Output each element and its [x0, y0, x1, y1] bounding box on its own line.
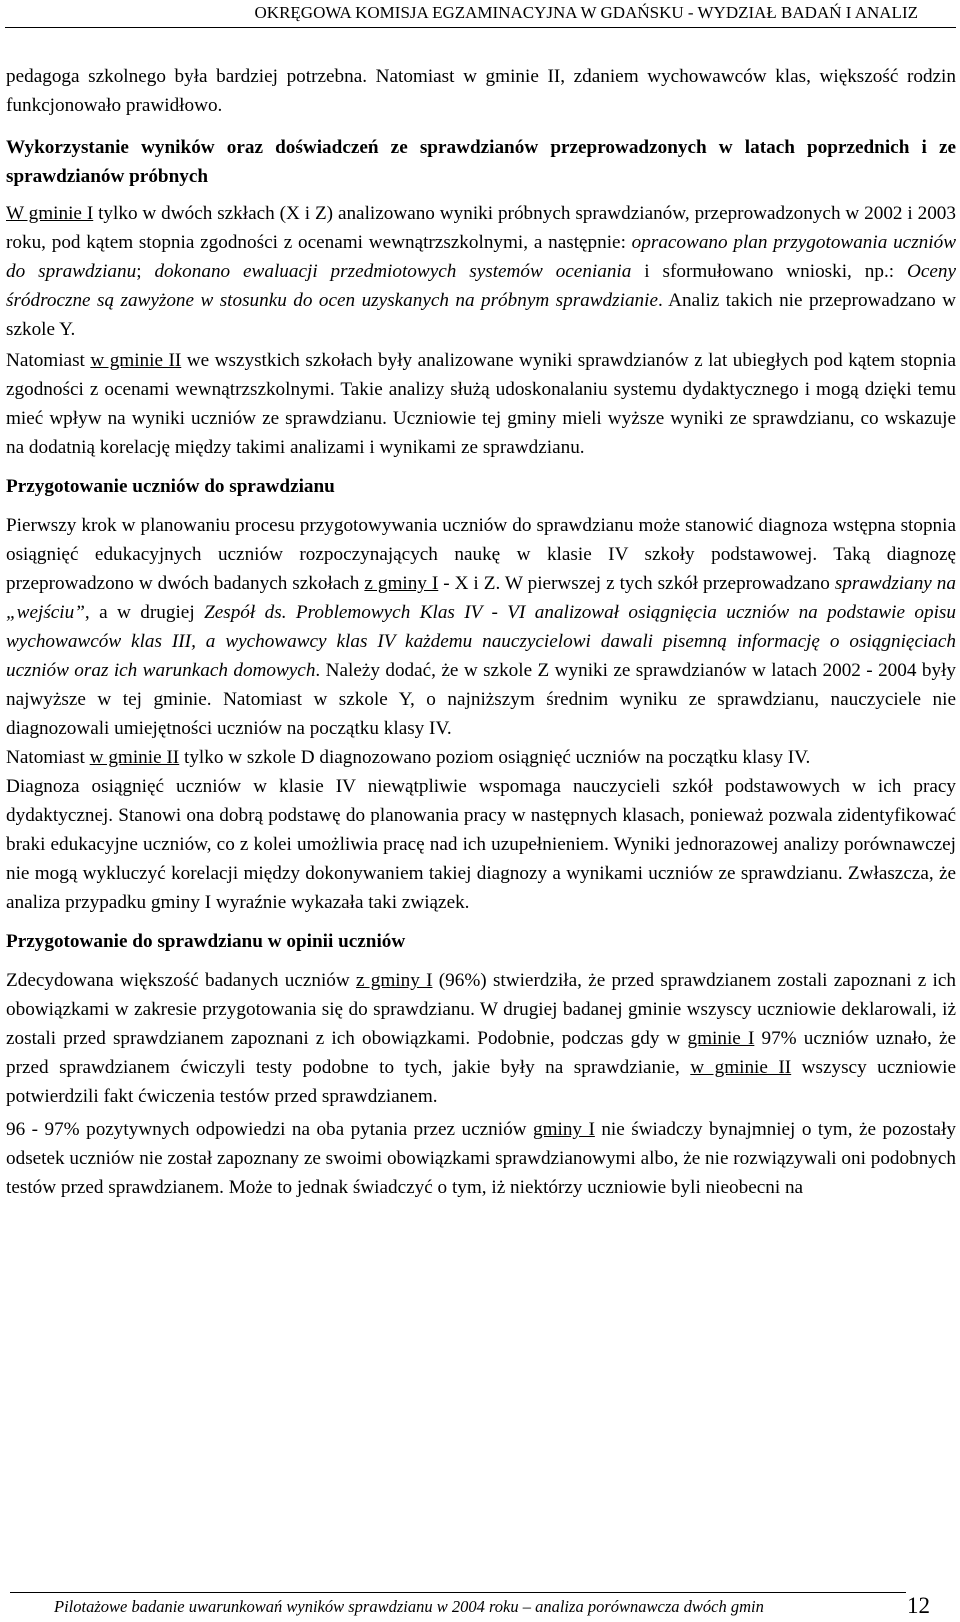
paragraph-diagnoza: Pierwszy krok w planowaniu procesu przygotowywania uczniów do sprawdzianu może stanowić diagnoza wstępna stopnia osiągnięć edukacyjnych uczniów rozpoczynających naukę w klasie IV szkoły podstawowej. Taką diagnozę przeprowadzono w dwóch badanych szkołach z gminy I - X i Z. W pierwszej z tych szkół przeprowadzano sprawdziany na „wejściu”, a w drugiej Zespół ds. Problemowych Klas IV - VI analizował osiągnięcia uczniów na podstawie opisu wychowawców klas III, a wychowawcy klas IV każdemu nauczycielowi dawali pisemną informację o osiągnięciach uczniów oraz ich warunkach domowych. Należy dodać, że w szkole Z wyniki ze sprawdzianów w latach 2002 - 2004 były najwyższe w tej gminie. Natomiast w szkole Y, o najniższym średnim wyniku ze sprawdzianu, nauczyciele nie diagnozowali umiejętności uczniów na początku klasy IV. [6, 515, 956, 739]
footer-rule [10, 1592, 906, 1593]
heading-opinia-uczniow: Przygotowanie do sprawdzianu w opinii uczniów [6, 931, 406, 952]
paragraph-zdecydowana: Zdecydowana większość badanych uczniów z gminy I (96%) stwierdziła, że przed sprawdzianem zostali zapoznani z ich obowiązkami w zakresie przygotowania się do sprawdzianu. W drugiej badanej gminie wszyscy uczniowie deklarowali, iż zostali przed sprawdzianem zapoznani z ich obowiązkami. Podobnie, podczas gdy w gminie I 97% uczniów uznało, że przed sprawdzianem ćwiczyli testy podobne to tych, jakie były na sprawdzianie, w gminie II wszyscy uczniowie potwierdzili fakt ćwiczenia testów przed sprawdzianem. [6, 970, 956, 1107]
paragraph-gmina-2-diagnoza: Natomiast w gminie II tylko w szkole D diagnozowano poziom osiągnięć uczniów na początku klasy IV. [6, 747, 811, 768]
header-rule [5, 27, 956, 28]
page-header [0, 0, 960, 28]
heading-przygotowanie: Przygotowanie uczniów do sprawdzianu [6, 476, 335, 497]
underline-gmina-1: W gminie I [6, 203, 94, 224]
page-number: 12 [907, 1593, 930, 1618]
paragraph-gmina-2: Natomiast w gminie II we wszystkich szkołach były analizowane wyniki sprawdzianów z lat ubiegłych pod kątem stopnia zgodności z ocenami wewnątrzszkolnymi. Takie analizy służą udoskonalaniu systemu dydaktycznego i mogą dzięki temu mieć wpływ na wyniki uczniów ze sprawdzianu. Uczniowie tej gminy mieli wyższe wyniki ze sprawdzianu, co wskazuje na dodatnią korelację między takimi analizami i wynikami ze sprawdzianu. [6, 350, 956, 458]
underline-z-gminy-1: z gminy I [364, 573, 439, 594]
footer-title: Pilotażowe badanie uwarunkowań wyników sprawdzianu w 2004 roku – analiza porównawcza dwóch gmin [54, 1597, 764, 1616]
underline-gmina-2: w gminie II [90, 350, 182, 371]
heading-wykorzystanie: Wykorzystanie wyników oraz doświadczeń ze sprawdzianów przeprowadzonych w latach poprzednich i ze sprawdzianów próbnych [6, 137, 956, 187]
underline-w-gminie-2: w gminie II [89, 747, 180, 768]
header-title: OKRĘGOWA KOMISJA EGZAMINACYJNA W GDAŃSKU - WYDZIAŁ BADAŃ I ANALIZ [254, 3, 918, 22]
document-body [6, 62, 956, 1202]
paragraph-1: pedagoga szkolnego była bardziej potrzebna. Natomiast w gminie II, zdaniem wychowawców klas, większość rodzin funkcjonowało prawidłowo. [6, 66, 956, 116]
page-footer [0, 1592, 960, 1622]
paragraph-diagnoza-iv: Diagnoza osiągnięć uczniów w klasie IV niewątpliwie wspomaga nauczycieli szkół podstawowych w ich pracy dydaktycznej. Stanowi ona dobrą podstawę do planowania pracy w następnych klasach, ponieważ pozwala zidentyfikować braki edukacyjne uczniów, co z kolei umożliwia pracę nad ich uzupełnieniem. Wyniki jednorazowej analizy porównawczej nie mogą wykluczyć korelacji między dokonywaniem takiej diagnozy a wynikami uczniów ze sprawdzianu. Zwłaszcza, że analiza przypadku gminy I wyraźnie wykazała taki związek. [6, 776, 956, 913]
paragraph-96-97: 96 - 97% pozytywnych odpowiedzi na oba pytania przez uczniów gminy I nie świadczy bynajmniej o tym, że pozostały odsetek uczniów nie został zapoznany ze swoimi obowiązkami sprawdzianowymi albo, że nie rozwiązywali oni podobnych testów przed sprawdzianem. Może to jednak świadczyć o tym, iż niektórzy uczniowie byli nieobecni na [6, 1119, 957, 1198]
paragraph-gmina-1: W gminie I tylko w dwóch szkłach (X i Z) analizowano wyniki próbnych sprawdzianów, przeprowadzonych w 2002 i 2003 roku, pod kątem stopnia zgodności z ocenami wewnątrzszkolnymi, a następnie: opracowano plan przygotowania uczniów do sprawdzianu; dokonano ewaluacji przedmiotowych systemów oceniania i sformułowano wnioski, np.: Oceny śródroczne są zawyżone w stosunku do ocen uzyskanych na próbnym sprawdzianie. Analiz takich nie przeprowadzano w szkole Y. [6, 203, 957, 340]
